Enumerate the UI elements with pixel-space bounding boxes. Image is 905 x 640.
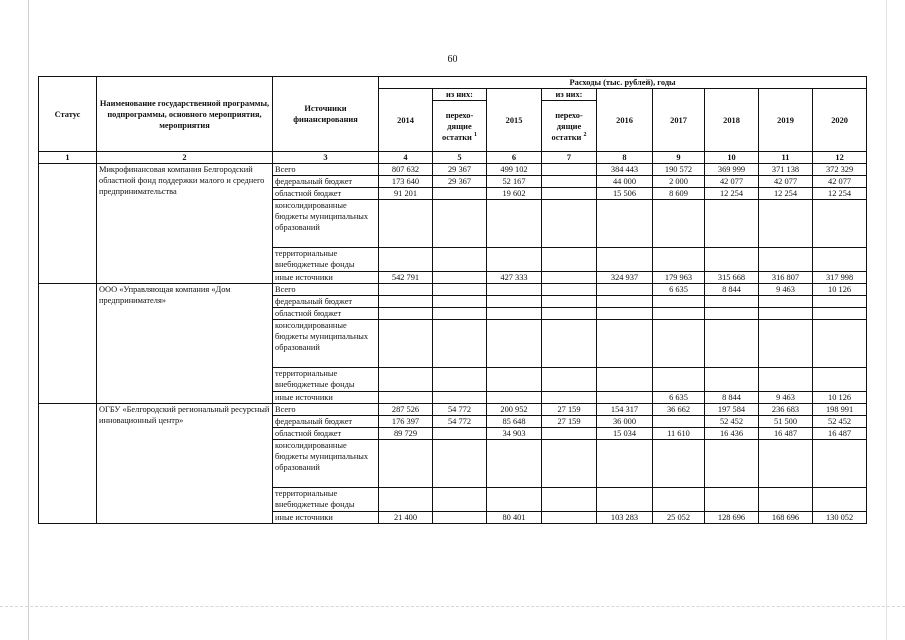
amount-cell: [542, 284, 597, 296]
amount-cell: [379, 440, 433, 488]
amount-cell: [542, 392, 597, 404]
amount-cell: [813, 488, 867, 512]
amount-cell: 52 452: [705, 416, 759, 428]
amount-cell: [433, 284, 487, 296]
header-carryover-1: перехо-дящие остатки $^1$: [433, 101, 487, 152]
table-header: [39, 77, 867, 164]
amount-cell: [813, 440, 867, 488]
funding-source: территориальные внебюджетные фонды: [273, 368, 379, 392]
amount-cell: 51 500: [759, 416, 813, 428]
funding-source: иные источники: [273, 392, 379, 404]
col-number-6: 6: [487, 152, 542, 164]
amount-cell: 27 159: [542, 416, 597, 428]
amount-cell: [487, 392, 542, 404]
amount-cell: 11 610: [653, 428, 705, 440]
amount-cell: 29 367: [433, 176, 487, 188]
amount-cell: 317 998: [813, 272, 867, 284]
amount-cell: [542, 440, 597, 488]
amount-cell: 807 632: [379, 164, 433, 176]
amount-cell: 36 000: [597, 416, 653, 428]
amount-cell: 85 648: [487, 416, 542, 428]
col-number-10: 10: [705, 152, 759, 164]
amount-cell: 12 254: [813, 188, 867, 200]
col-number-9: 9: [653, 152, 705, 164]
header-sources: Источники финансирования: [273, 77, 379, 152]
amount-cell: [705, 368, 759, 392]
amount-cell: [433, 428, 487, 440]
table-row: [39, 164, 867, 176]
funding-source: федеральный бюджет: [273, 296, 379, 308]
amount-cell: [433, 320, 487, 368]
amount-cell: [759, 308, 813, 320]
amount-cell: [542, 200, 597, 248]
amount-cell: 80 401: [487, 512, 542, 524]
header-year-2020: 2020: [813, 89, 867, 152]
amount-cell: [542, 296, 597, 308]
amount-cell: [597, 368, 653, 392]
amount-cell: [705, 320, 759, 368]
amount-cell: [597, 308, 653, 320]
col-number-12: 12: [813, 152, 867, 164]
amount-cell: 16 487: [813, 428, 867, 440]
amount-cell: [487, 296, 542, 308]
amount-cell: 9 463: [759, 284, 813, 296]
amount-cell: 15 034: [597, 428, 653, 440]
amount-cell: [542, 188, 597, 200]
amount-cell: 369 999: [705, 164, 759, 176]
amount-cell: 29 367: [433, 164, 487, 176]
amount-cell: [433, 272, 487, 284]
amount-cell: [433, 200, 487, 248]
col-number-8: 8: [597, 152, 653, 164]
amount-cell: [542, 320, 597, 368]
amount-cell: 10 126: [813, 284, 867, 296]
amount-cell: [487, 440, 542, 488]
amount-cell: 173 640: [379, 176, 433, 188]
amount-cell: [705, 488, 759, 512]
funding-source: областной бюджет: [273, 428, 379, 440]
amount-cell: 316 807: [759, 272, 813, 284]
footnote-mark-1: 1: [473, 131, 477, 138]
amount-cell: [487, 284, 542, 296]
funding-source: территориальные внебюджетные фонды: [273, 488, 379, 512]
amount-cell: 371 138: [759, 164, 813, 176]
amount-cell: [542, 512, 597, 524]
amount-cell: [487, 488, 542, 512]
amount-cell: [433, 296, 487, 308]
header-year-2017: 2017: [653, 89, 705, 152]
amount-cell: [487, 248, 542, 272]
amount-cell: [379, 248, 433, 272]
amount-cell: [597, 296, 653, 308]
amount-cell: [705, 248, 759, 272]
amount-cell: 176 397: [379, 416, 433, 428]
funding-source: иные источники: [273, 272, 379, 284]
amount-cell: [433, 248, 487, 272]
amount-cell: [759, 248, 813, 272]
amount-cell: [759, 440, 813, 488]
funding-source: консолидированные бюджеты муниципальных образований: [273, 200, 379, 248]
funding-source: иные источники: [273, 512, 379, 524]
amount-cell: 236 683: [759, 404, 813, 416]
organization-name: ООО «Управляющая компания «Дом предпринимателя»: [97, 284, 273, 404]
amount-cell: 384 443: [597, 164, 653, 176]
funding-source: областной бюджет: [273, 308, 379, 320]
amount-cell: 200 952: [487, 404, 542, 416]
organization-name: Микрофинансовая компания Белгородский областной фонд поддержки малого и среднего предпринимательства: [97, 164, 273, 284]
amount-cell: 198 991: [813, 404, 867, 416]
amount-cell: [813, 320, 867, 368]
amount-cell: [653, 320, 705, 368]
amount-cell: 197 584: [705, 404, 759, 416]
amount-cell: [487, 320, 542, 368]
amount-cell: 128 696: [705, 512, 759, 524]
table-body: [39, 164, 867, 524]
amount-cell: [813, 296, 867, 308]
amount-cell: 36 662: [653, 404, 705, 416]
amount-cell: [433, 188, 487, 200]
col-number-5: 5: [433, 152, 487, 164]
amount-cell: [542, 308, 597, 320]
table-row: [39, 284, 867, 296]
amount-cell: [379, 392, 433, 404]
amount-cell: [433, 308, 487, 320]
funding-source: территориальные внебюджетные фонды: [273, 248, 379, 272]
col-number-1: 1: [39, 152, 97, 164]
col-number-2: 2: [97, 152, 273, 164]
amount-cell: 16 436: [705, 428, 759, 440]
header-of-them-1: из них:: [433, 89, 487, 101]
amount-cell: 130 052: [813, 512, 867, 524]
amount-cell: [813, 368, 867, 392]
amount-cell: [379, 284, 433, 296]
amount-cell: 315 668: [705, 272, 759, 284]
header-year-2019: 2019: [759, 89, 813, 152]
status-cell: [39, 284, 97, 404]
amount-cell: 34 903: [487, 428, 542, 440]
amount-cell: 42 077: [705, 176, 759, 188]
header-of-them-2: из них:: [542, 89, 597, 101]
amount-cell: [759, 200, 813, 248]
budget-table: [38, 76, 867, 524]
amount-cell: [653, 248, 705, 272]
amount-cell: [653, 296, 705, 308]
amount-cell: 54 772: [433, 404, 487, 416]
amount-cell: [653, 440, 705, 488]
amount-cell: [597, 320, 653, 368]
amount-cell: 8 609: [653, 188, 705, 200]
page-number: 60: [447, 54, 458, 65]
amount-cell: [542, 164, 597, 176]
amount-cell: 27 159: [542, 404, 597, 416]
table-row: [39, 404, 867, 416]
header-name: Наименование государственной программы, подпрограммы, основного мероприятия, мероприятия: [97, 77, 273, 152]
amount-cell: 52 452: [813, 416, 867, 428]
amount-cell: 6 635: [653, 284, 705, 296]
amount-cell: [653, 488, 705, 512]
amount-cell: [542, 428, 597, 440]
amount-cell: [653, 200, 705, 248]
scan-edge-left: [28, 0, 29, 640]
amount-cell: [433, 488, 487, 512]
amount-cell: 179 963: [653, 272, 705, 284]
amount-cell: 8 844: [705, 284, 759, 296]
amount-cell: [705, 308, 759, 320]
amount-cell: [597, 488, 653, 512]
amount-cell: [813, 308, 867, 320]
amount-cell: [379, 200, 433, 248]
amount-cell: [542, 272, 597, 284]
funding-source: Всего: [273, 404, 379, 416]
col-number-3: 3: [273, 152, 379, 164]
amount-cell: [705, 296, 759, 308]
amount-cell: [759, 368, 813, 392]
amount-cell: [653, 308, 705, 320]
amount-cell: 168 696: [759, 512, 813, 524]
amount-cell: 42 077: [813, 176, 867, 188]
col-number-11: 11: [759, 152, 813, 164]
status-cell: [39, 404, 97, 524]
amount-cell: [433, 368, 487, 392]
amount-cell: [653, 368, 705, 392]
amount-cell: 91 201: [379, 188, 433, 200]
footnote-mark-2: 2: [583, 131, 587, 138]
amount-cell: 324 937: [597, 272, 653, 284]
amount-cell: [653, 416, 705, 428]
amount-cell: 15 506: [597, 188, 653, 200]
amount-cell: 44 000: [597, 176, 653, 188]
amount-cell: 10 126: [813, 392, 867, 404]
funding-source: консолидированные бюджеты муниципальных образований: [273, 440, 379, 488]
amount-cell: 12 254: [705, 188, 759, 200]
amount-cell: [379, 308, 433, 320]
amount-cell: 89 729: [379, 428, 433, 440]
scan-edge-bottom: [0, 606, 905, 608]
amount-cell: 190 572: [653, 164, 705, 176]
header-carryover-2: перехо-дящие остатки $^2$: [542, 101, 597, 152]
amount-cell: [597, 440, 653, 488]
amount-cell: 54 772: [433, 416, 487, 428]
amount-cell: 19 602: [487, 188, 542, 200]
status-cell: [39, 164, 97, 284]
amount-cell: [705, 440, 759, 488]
amount-cell: [759, 320, 813, 368]
amount-cell: 25 052: [653, 512, 705, 524]
amount-cell: 16 487: [759, 428, 813, 440]
amount-cell: [597, 200, 653, 248]
col-number-4: 4: [379, 152, 433, 164]
amount-cell: 9 463: [759, 392, 813, 404]
amount-cell: [379, 296, 433, 308]
amount-cell: 2 000: [653, 176, 705, 188]
header-year-2015: 2015: [487, 89, 542, 152]
amount-cell: 12 254: [759, 188, 813, 200]
amount-cell: 287 526: [379, 404, 433, 416]
amount-cell: 499 102: [487, 164, 542, 176]
amount-cell: [597, 248, 653, 272]
amount-cell: 103 283: [597, 512, 653, 524]
amount-cell: 42 077: [759, 176, 813, 188]
amount-cell: [379, 320, 433, 368]
header-status: Статус: [39, 77, 97, 152]
funding-source: федеральный бюджет: [273, 416, 379, 428]
amount-cell: [379, 488, 433, 512]
header-year-2018: 2018: [705, 89, 759, 152]
header-year-2014: 2014: [379, 89, 433, 152]
organization-name: ОГБУ «Белгородский региональный ресурсный инновационный центр»: [97, 404, 273, 524]
amount-cell: 21 400: [379, 512, 433, 524]
amount-cell: [759, 296, 813, 308]
amount-cell: 154 317: [597, 404, 653, 416]
amount-cell: 52 167: [487, 176, 542, 188]
amount-cell: [379, 368, 433, 392]
amount-cell: 542 791: [379, 272, 433, 284]
amount-cell: [487, 308, 542, 320]
funding-source: консолидированные бюджеты муниципальных образований: [273, 320, 379, 368]
amount-cell: [813, 200, 867, 248]
amount-cell: [813, 248, 867, 272]
funding-source: федеральный бюджет: [273, 176, 379, 188]
funding-source: Всего: [273, 164, 379, 176]
amount-cell: [705, 200, 759, 248]
amount-cell: 6 635: [653, 392, 705, 404]
amount-cell: 8 844: [705, 392, 759, 404]
amount-cell: [759, 488, 813, 512]
amount-cell: [597, 392, 653, 404]
amount-cell: 372 329: [813, 164, 867, 176]
header-year-2016: 2016: [597, 89, 653, 152]
amount-cell: [542, 488, 597, 512]
amount-cell: [542, 368, 597, 392]
amount-cell: [433, 392, 487, 404]
amount-cell: [542, 248, 597, 272]
scan-edge-right: [886, 0, 887, 640]
funding-source: областной бюджет: [273, 188, 379, 200]
amount-cell: 427 333: [487, 272, 542, 284]
amount-cell: [433, 512, 487, 524]
col-number-7: 7: [542, 152, 597, 164]
amount-cell: [433, 440, 487, 488]
funding-source: Всего: [273, 284, 379, 296]
amount-cell: [487, 368, 542, 392]
amount-cell: [542, 176, 597, 188]
header-expenses: Расходы (тыс. рублей), годы: [379, 77, 867, 89]
amount-cell: [597, 284, 653, 296]
amount-cell: [487, 200, 542, 248]
